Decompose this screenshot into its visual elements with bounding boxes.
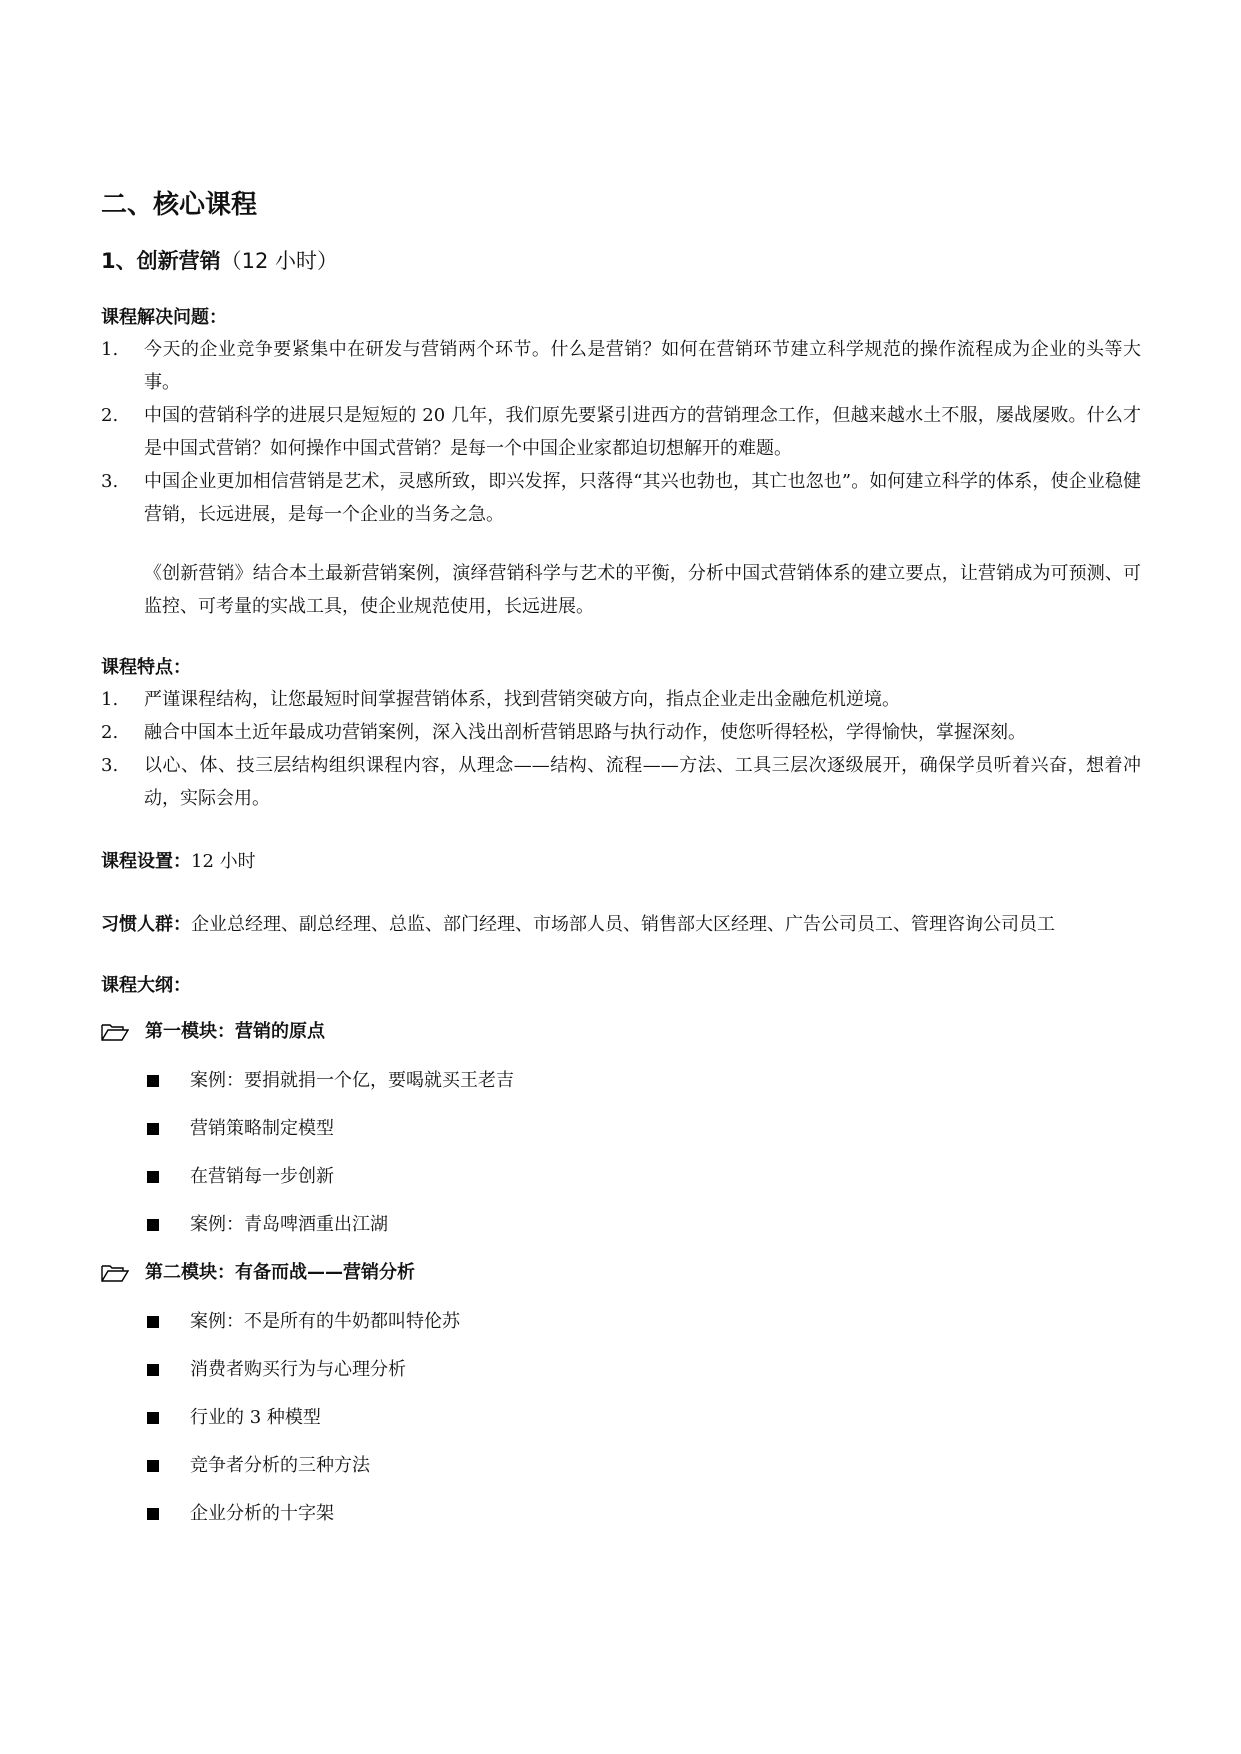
square-bullet-icon: [147, 1460, 159, 1472]
list-text: 竞争者分析的三种方法: [190, 1455, 370, 1476]
list-text: 今天的企业竞争要紧集中在研发与营销两个环节。什么是营销？如何在营销环节建立科学规范的操作流程成为企业的头等大事。: [144, 339, 1141, 393]
document-content: [101, 185, 1141, 1547]
list-item: [101, 1403, 1141, 1433]
list-item: [101, 1307, 1141, 1337]
section-title: 二、核心课程: [101, 190, 258, 220]
list-text: 案例：不是所有的牛奶都叫特伦苏: [190, 1311, 460, 1332]
list-item: [101, 749, 1141, 815]
course-title: [101, 245, 1141, 277]
module-items: [101, 1307, 1141, 1529]
list-text: 案例：要捐就捐一个亿，要喝就买王老吉: [190, 1070, 514, 1091]
list-item: [101, 1355, 1141, 1385]
list-text: 企业分析的十字架: [190, 1503, 334, 1524]
list-number: 1.: [101, 689, 119, 710]
list-text: 消费者购买行为与心理分析: [190, 1359, 406, 1380]
square-bullet-icon: [147, 1171, 159, 1183]
list-text: 中国企业更加相信营销是艺术，灵感所致，即兴发挥，只落得“其兴也勃也，其亡也忽也”。如何建立科学的体系，使企业稳健营销，长远进展，是每一个企业的当务之急。: [144, 471, 1141, 525]
list-item: [101, 1451, 1141, 1481]
square-bullet-icon: [147, 1219, 159, 1231]
folder-open-icon: [101, 1023, 129, 1041]
square-bullet-icon: [147, 1412, 159, 1424]
module-heading: [101, 1017, 1141, 1047]
list-item: [101, 1210, 1141, 1240]
square-bullet-icon: [147, 1508, 159, 1520]
module-title: 第二模块：有备而战——营销分析: [145, 1262, 415, 1283]
list-text: 严谨课程结构，让您最短时间掌握营销体系，找到营销突破方向，指点企业走出金融危机逆境。: [144, 689, 900, 710]
problems-list: [101, 333, 1141, 531]
folder-open-icon: [101, 1264, 129, 1282]
course-name: 1、创新营销: [101, 249, 221, 273]
list-number: 2.: [101, 405, 119, 426]
list-item: [101, 399, 1141, 465]
list-number: 1.: [101, 339, 119, 360]
list-item: [101, 1162, 1141, 1192]
list-item: [101, 716, 1141, 749]
course-setting-value: 12 小时: [191, 851, 256, 872]
module-title: 第一模块：营销的原点: [145, 1021, 325, 1042]
list-item: [101, 683, 1141, 716]
course-hours-note: （12 小时）: [220, 249, 339, 273]
square-bullet-icon: [147, 1364, 159, 1376]
list-item: [101, 1499, 1141, 1529]
list-number: 2.: [101, 722, 119, 743]
list-text: 中国的营销科学的进展只是短短的 20 几年，我们原先要紧引进西方的营销理念工作，但越来越水土不服，屡战屡败。什么才是中国式营销？如何操作中国式营销？是每一个中国企业家都迫切想解开的难题。: [144, 405, 1141, 459]
square-bullet-icon: [147, 1316, 159, 1328]
list-text: 在营销每一步创新: [190, 1166, 334, 1187]
list-item: [101, 1066, 1141, 1096]
square-bullet-icon: [147, 1123, 159, 1135]
module-heading: [101, 1258, 1141, 1288]
list-number: 3.: [101, 471, 119, 492]
features-label: 课程特点：: [101, 657, 191, 678]
list-item: [101, 333, 1141, 399]
list-item: [101, 1114, 1141, 1144]
features-list: [101, 683, 1141, 815]
square-bullet-icon: [147, 1075, 159, 1087]
course-setting-label: 课程设置：: [101, 851, 191, 872]
target-audience: [101, 908, 1141, 941]
list-text: 行业的 3 种模型: [190, 1407, 321, 1428]
target-audience-label: 习惯人群：: [101, 914, 191, 935]
list-text: 以心、体、技三层结构组织课程内容，从理念——结构、流程——方法、工具三层次逐级展开，确保学员听着兴奋，想着冲动，实际会用。: [144, 755, 1141, 809]
list-text: 营销策略制定模型: [190, 1118, 334, 1139]
list-text: 融合中国本土近年最成功营销案例，深入浅出剖析营销思路与执行动作，使您听得轻松，学得愉快，掌握深刻。: [144, 722, 1026, 743]
course-setting: [101, 845, 1141, 878]
module-items: [101, 1066, 1141, 1240]
list-text: 案例：青岛啤酒重出江湖: [190, 1214, 388, 1235]
list-number: 3.: [101, 755, 119, 776]
target-audience-value: 企业总经理、副总经理、总监、部门经理、市场部人员、销售部大区经理、广告公司员工、管理咨询公司员工: [191, 914, 1055, 935]
list-item: [101, 465, 1141, 531]
course-summary: 《创新营销》结合本土最新营销案例，演绎营销科学与艺术的平衡，分析中国式营销体系的建立要点，让营销成为可预测、可监控、可考量的实战工具，使企业规范使用，长远进展。: [144, 563, 1141, 617]
outline-label: 课程大纲：: [101, 975, 191, 996]
problems-label: 课程解决问题：: [101, 307, 227, 328]
